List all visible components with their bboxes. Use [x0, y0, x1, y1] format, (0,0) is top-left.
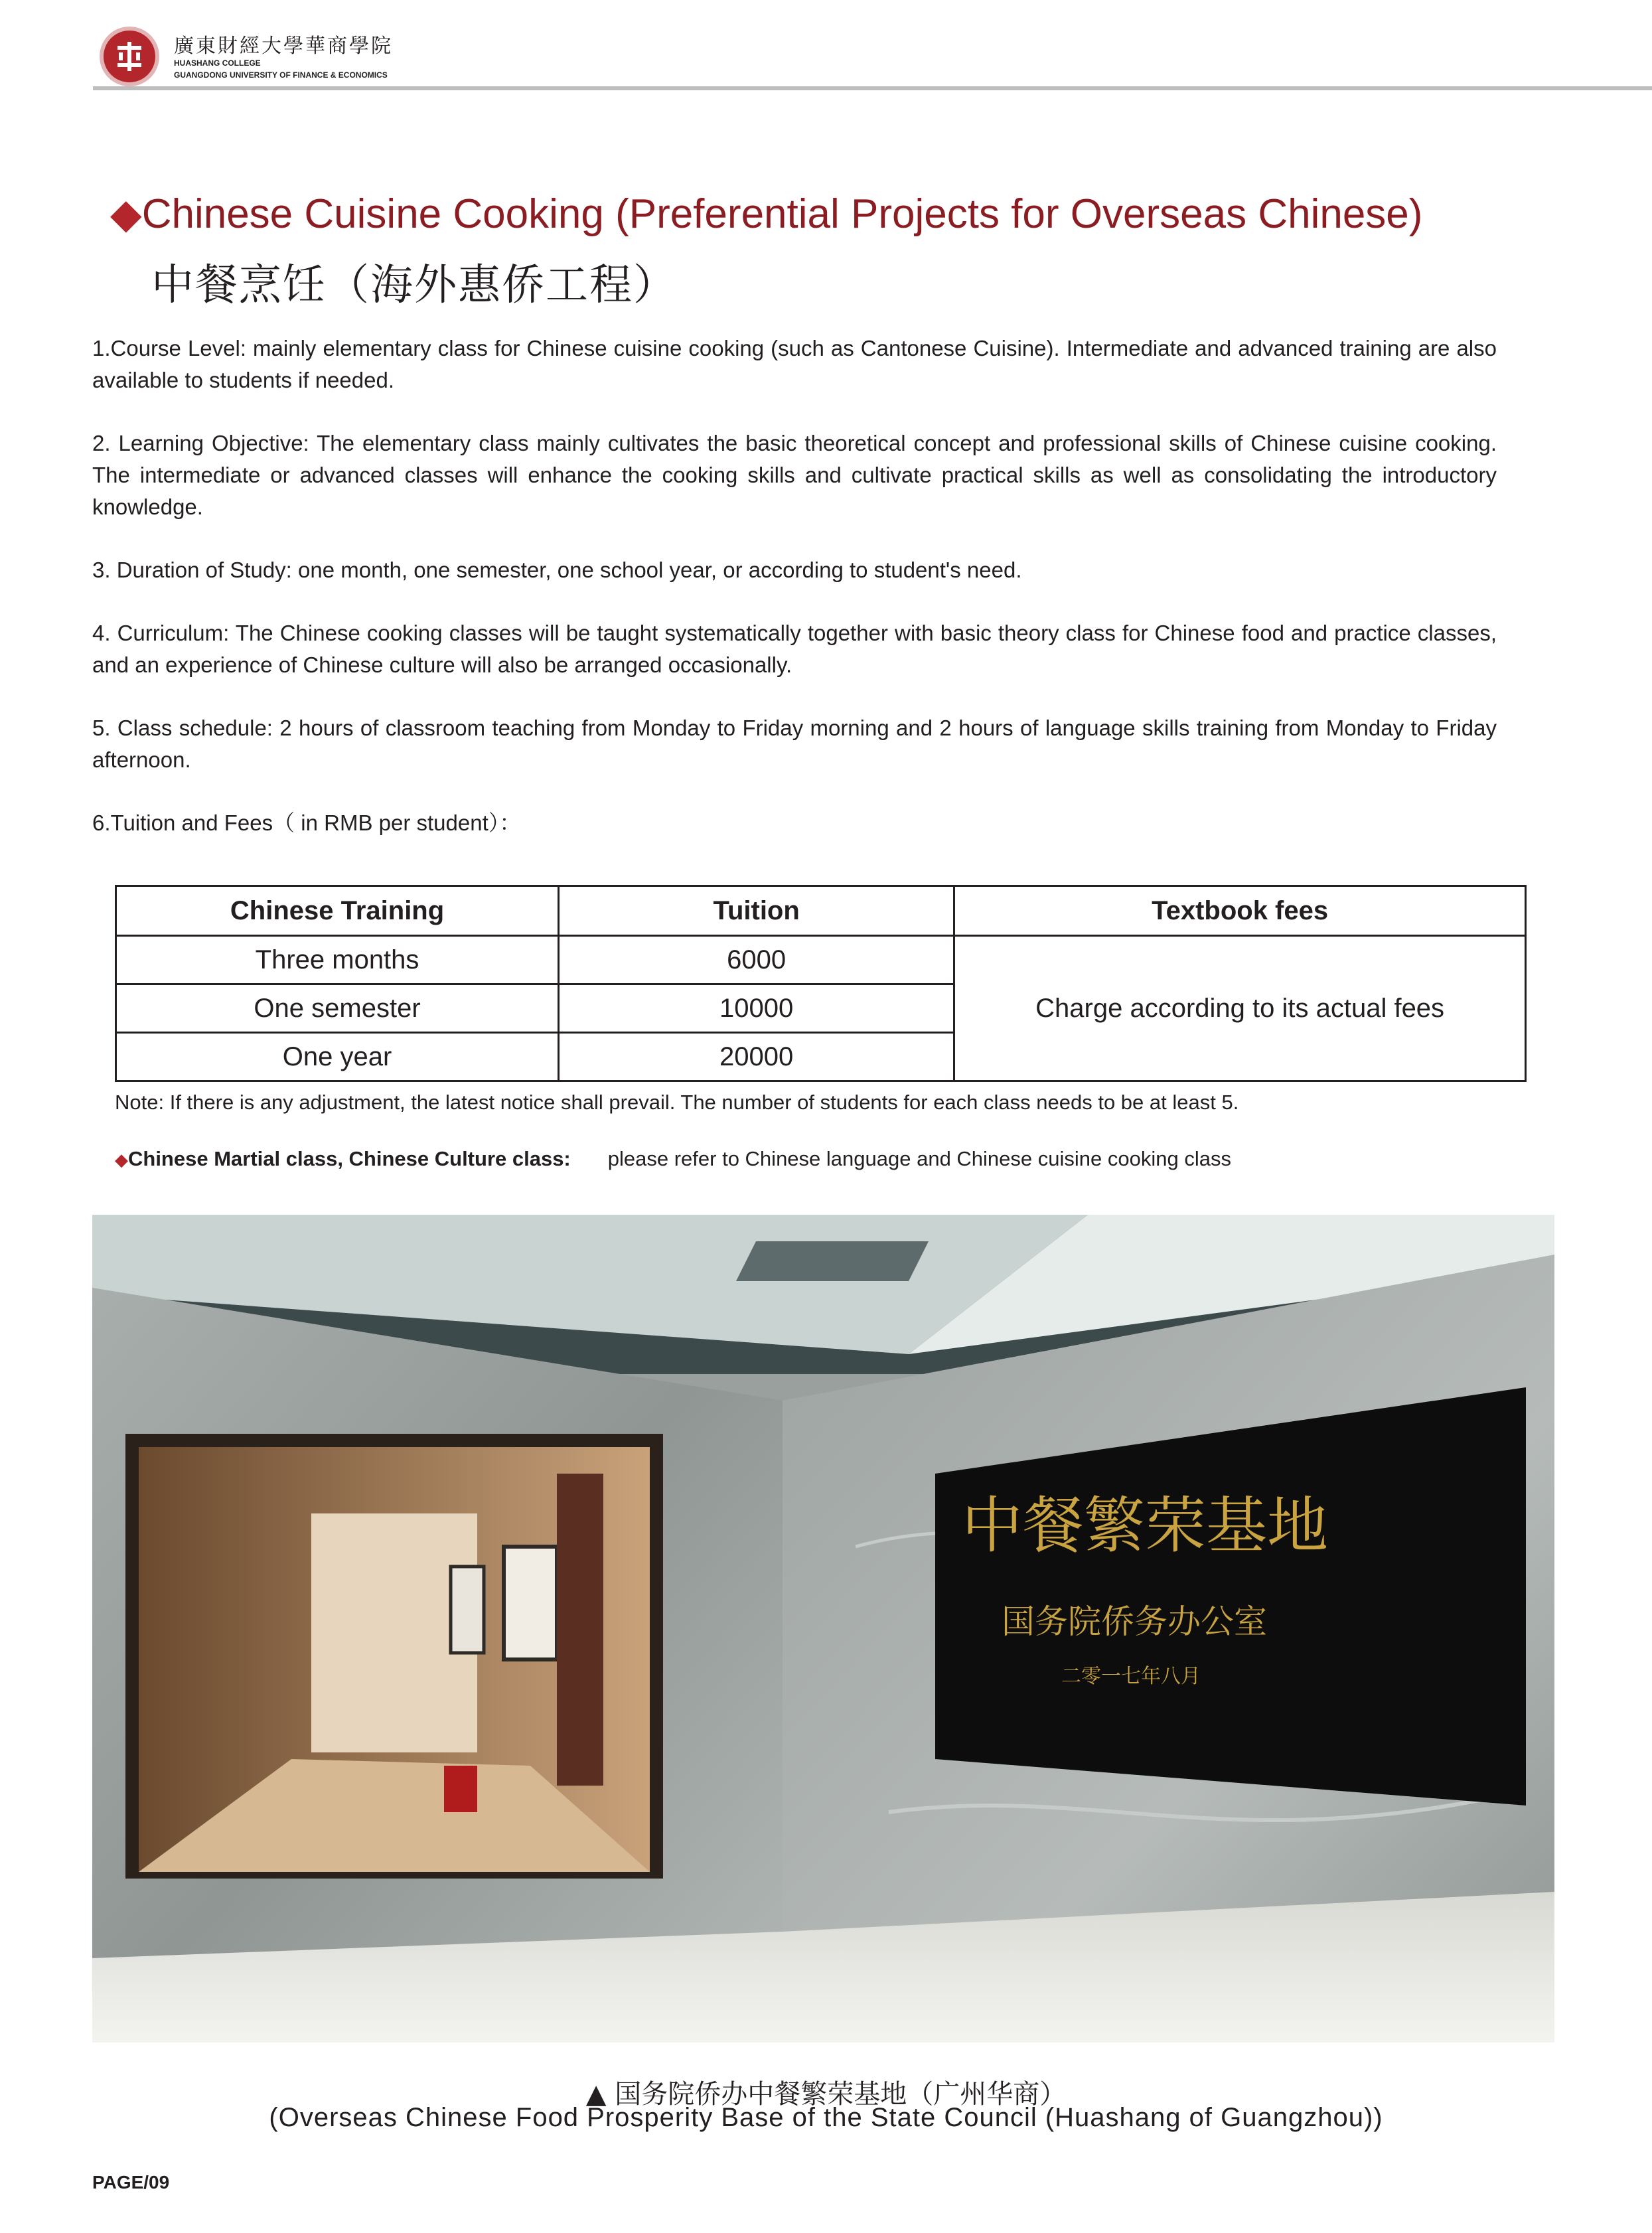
section-title-en: [110, 189, 1422, 238]
section-title-en-text: Chinese Cuisine Cooking (Preferential Projects for Overseas Chinese): [141, 191, 1423, 237]
table-header-row: [116, 886, 1526, 936]
header-textbook-fees: Textbook fees: [954, 886, 1526, 936]
diamond-bullet-icon: ◆: [115, 1150, 128, 1170]
cuisine-base-photo: [92, 1215, 1554, 2042]
header-chinese-training: Chinese Training: [116, 886, 559, 936]
cell-tuition: 6000: [559, 936, 954, 984]
cell-training: One year: [116, 1033, 559, 1081]
cell-tuition: 20000: [559, 1033, 954, 1081]
page-number: PAGE/09: [92, 2172, 170, 2193]
college-logo-emblem: [100, 27, 159, 86]
adjustment-note: Note: If there is any adjustment, the latest notice shall prevail. The number of students for each class needs to be at least 5.: [115, 1091, 1239, 1114]
fees-table: [115, 885, 1527, 1082]
header-divider: [93, 86, 1652, 90]
paragraph-tuition-heading: 6.Tuition and Fees（ in RMB per student）：: [92, 810, 522, 835]
photo-caption-cn: ▲ 国务院侨办中餐繁荣基地（广州华商）: [585, 2079, 1067, 2110]
paragraph-class-schedule: 5. Class schedule: 2 hours of classroom teaching from Monday to Friday morning and 2 hours of language skills training from Monday to Friday afternoon.: [92, 716, 1497, 772]
cell-tuition: 10000: [559, 984, 954, 1033]
cell-training: One semester: [116, 984, 559, 1033]
cell-textbook-fees: Charge according to its actual fees: [954, 936, 1526, 1081]
college-name-cn: 廣東財經大學華商學院: [174, 35, 393, 58]
plaque-date: 二零一七年八月: [1061, 1665, 1201, 1688]
photo-illustration: [92, 1215, 1554, 2042]
paragraph-curriculum: 4. Curriculum: The Chinese cooking classes will be taught systematically together with basic theory class for Chinese food and practice classes, and an experience of Chinese culture will also be arranged occasionally.: [92, 621, 1497, 677]
paragraph-course-level: 1.Course Level: mainly elementary class for Chinese cuisine cooking (such as Cantonese Cuisine). Intermediate and advanced training are also available to students if needed.: [92, 336, 1497, 392]
header-tuition: Tuition: [559, 886, 954, 936]
plaque-title: 中餐繁荣基地: [962, 1490, 1329, 1561]
martial-culture-line: [115, 1147, 1231, 1171]
photo-caption-en: (Overseas Chinese Food Prosperity Base of the State Council (Huashang of Guangzhou)): [269, 2103, 1383, 2132]
college-logo-icon: [110, 37, 149, 76]
paragraph-duration: 3. Duration of Study: one month, one semester, one school year, or according to student's need.: [92, 558, 1022, 582]
martial-label: Chinese Martial class, Chinese Culture class:: [128, 1147, 571, 1170]
college-name-en-line2: GUANGDONG UNIVERSITY OF FINANCE & ECONOMICS: [174, 70, 388, 80]
plaque-org: 国务院侨务办公室: [1002, 1602, 1267, 1641]
martial-reference: please refer to Chinese language and Chinese cuisine cooking class: [607, 1147, 1231, 1170]
table-row: [116, 936, 1526, 984]
college-name-en-line1: HUASHANG COLLEGE: [174, 58, 261, 68]
paragraph-learning-objective: 2. Learning Objective: The elementary class mainly cultivates the basic theoretical concept and professional skills of Chinese cuisine cooking. The intermediate or advanced classes will enhance the cooking skills and cultivate practical skills as well as consolidating the introductory knowledge.: [92, 431, 1497, 519]
cell-training: Three months: [116, 936, 559, 984]
diamond-bullet-icon: ◆: [110, 191, 142, 237]
section-title-cn: 中餐烹饪（海外惠侨工程）: [151, 261, 677, 310]
